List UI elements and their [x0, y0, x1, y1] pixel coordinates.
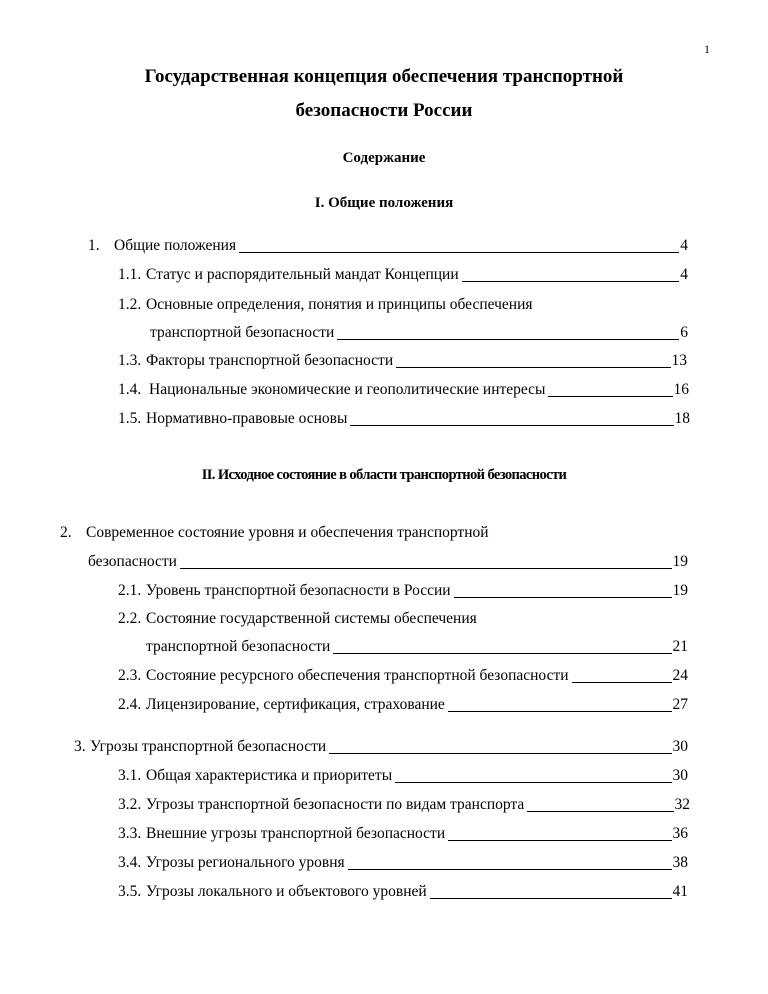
- toc-leader: [239, 251, 679, 253]
- toc-page: 41: [672, 883, 688, 900]
- toc-leader: [527, 810, 673, 812]
- toc-label: Лицензирование, сертификация, страхование: [146, 696, 445, 713]
- toc-page: 21: [672, 638, 688, 655]
- toc-leader: [180, 567, 672, 569]
- toc-leader: [448, 710, 672, 712]
- toc-page: 38: [672, 854, 688, 871]
- page-number: 1: [704, 42, 710, 56]
- toc-number: 2.3.: [118, 667, 142, 684]
- toc-page: 30: [672, 738, 688, 755]
- toc-page: 4: [680, 266, 688, 283]
- toc-entry-3-2[interactable]: [118, 795, 690, 815]
- toc-entry-2-2[interactable]: [118, 609, 477, 629]
- toc-entry-2[interactable]: [60, 523, 489, 543]
- toc-label: Внешние угрозы транспортной безопасности: [146, 825, 446, 842]
- toc-label: Национальные экономические и геополитические интересы: [149, 381, 546, 398]
- toc-label-continued: транспортной безопасности: [150, 324, 335, 341]
- toc-entry-2-2-continued[interactable]: [146, 637, 688, 657]
- toc-label: Общая характеристика и приоритеты: [146, 767, 393, 784]
- toc-number: 1.1.: [118, 266, 142, 283]
- toc-number: 1.2.: [118, 296, 142, 313]
- toc-number: 3.: [74, 738, 86, 755]
- toc-entry-3-3[interactable]: [118, 824, 688, 844]
- toc-number: 1.5.: [118, 410, 142, 427]
- toc-label: Угрозы регионального уровня: [146, 854, 345, 871]
- toc-entry-1-4[interactable]: [118, 380, 689, 400]
- toc-entry-1-5[interactable]: [118, 409, 690, 429]
- toc-label: Нормативно-правовые основы: [146, 410, 348, 427]
- toc-entry-3-1[interactable]: [118, 766, 688, 786]
- toc-label: Общие положения: [114, 237, 237, 254]
- toc-leader: [430, 897, 672, 899]
- toc-page: 6: [680, 324, 688, 341]
- toc-number: 2.2.: [118, 610, 142, 627]
- toc-number: 1.4.: [118, 381, 142, 398]
- toc-page: 16: [673, 381, 689, 398]
- toc-leader: [454, 596, 672, 598]
- toc-label: Основные определения, понятия и принципы обеспечения: [146, 296, 533, 313]
- document-title-line-1: Государственная концепция обеспечения транспортной: [144, 66, 624, 87]
- toc-page: 36: [672, 825, 688, 842]
- toc-entry-2-1[interactable]: [118, 581, 688, 601]
- toc-leader: [348, 868, 672, 870]
- toc-number: 3.1.: [118, 767, 142, 784]
- toc-entry-3[interactable]: [74, 737, 688, 757]
- toc-leader: [333, 652, 671, 654]
- toc-page: 24: [672, 667, 688, 684]
- toc-label: Современное состояние уровня и обеспечения транспортной: [86, 524, 489, 541]
- section-2-heading: II. Исходное состояние в области транспортной безопасности: [201, 467, 567, 483]
- toc-entry-1-1[interactable]: [118, 265, 688, 285]
- toc-entry-2-continued[interactable]: [88, 552, 688, 572]
- toc-entry-2-4[interactable]: [118, 695, 688, 715]
- toc-entry-3-4[interactable]: [118, 853, 688, 873]
- toc-entry-1-3[interactable]: [118, 351, 687, 371]
- toc-label: Статус и распорядительный мандат Концепции: [146, 266, 459, 283]
- toc-label: Уровень транспортной безопасности в России: [146, 582, 451, 599]
- toc-page: 4: [680, 237, 688, 254]
- toc-number: 3.3.: [118, 825, 142, 842]
- toc-entry-1-2[interactable]: [118, 295, 533, 315]
- toc-leader: [329, 752, 671, 754]
- toc-page: 30: [672, 767, 688, 784]
- toc-label: Угрозы транспортной безопасности по видам транспорта: [146, 796, 525, 813]
- toc-entry-3-5[interactable]: [118, 882, 688, 902]
- toc-page: 19: [672, 553, 688, 570]
- toc-leader: [448, 839, 671, 841]
- toc-leader: [350, 424, 673, 426]
- toc-leader: [548, 395, 672, 397]
- toc-leader: [396, 366, 670, 368]
- toc-number: 2.: [60, 524, 72, 541]
- toc-page: 13: [671, 352, 687, 369]
- toc-number: 3.4.: [118, 854, 142, 871]
- toc-number: 2.1.: [118, 582, 142, 599]
- toc-label: Угрозы локального и объектового уровней: [146, 883, 427, 900]
- document-title-line-2: безопасности России: [295, 100, 473, 121]
- toc-number: 3.2.: [118, 796, 142, 813]
- toc-label: Факторы транспортной безопасности: [146, 352, 394, 369]
- toc-leader: [395, 781, 671, 783]
- section-1-heading: I. Общие положения: [314, 195, 454, 211]
- toc-number: 1.: [88, 237, 100, 254]
- toc-entry-2-3[interactable]: [118, 666, 688, 686]
- toc-page: 32: [674, 796, 690, 813]
- toc-number: 1.3.: [118, 352, 142, 369]
- toc-label: Состояние ресурсного обеспечения транспортной безопасности: [146, 667, 569, 684]
- toc-page: 27: [672, 696, 688, 713]
- toc-label-continued: транспортной безопасности: [146, 638, 331, 655]
- toc-leader: [337, 338, 679, 340]
- toc-label: Угрозы транспортной безопасности: [90, 738, 327, 755]
- toc-page: 19: [672, 582, 688, 599]
- toc-number: 3.5.: [118, 883, 142, 900]
- toc-label: Состояние государственной системы обеспечения: [146, 610, 477, 627]
- toc-leader: [572, 681, 672, 683]
- toc-number: 2.4.: [118, 696, 142, 713]
- toc-entry-1-2-continued[interactable]: [150, 323, 688, 343]
- toc-leader: [462, 280, 680, 282]
- contents-heading: Содержание: [342, 150, 426, 166]
- toc-label-continued: безопасности: [88, 553, 177, 570]
- toc-entry-1[interactable]: [88, 236, 688, 256]
- toc-page: 18: [674, 410, 690, 427]
